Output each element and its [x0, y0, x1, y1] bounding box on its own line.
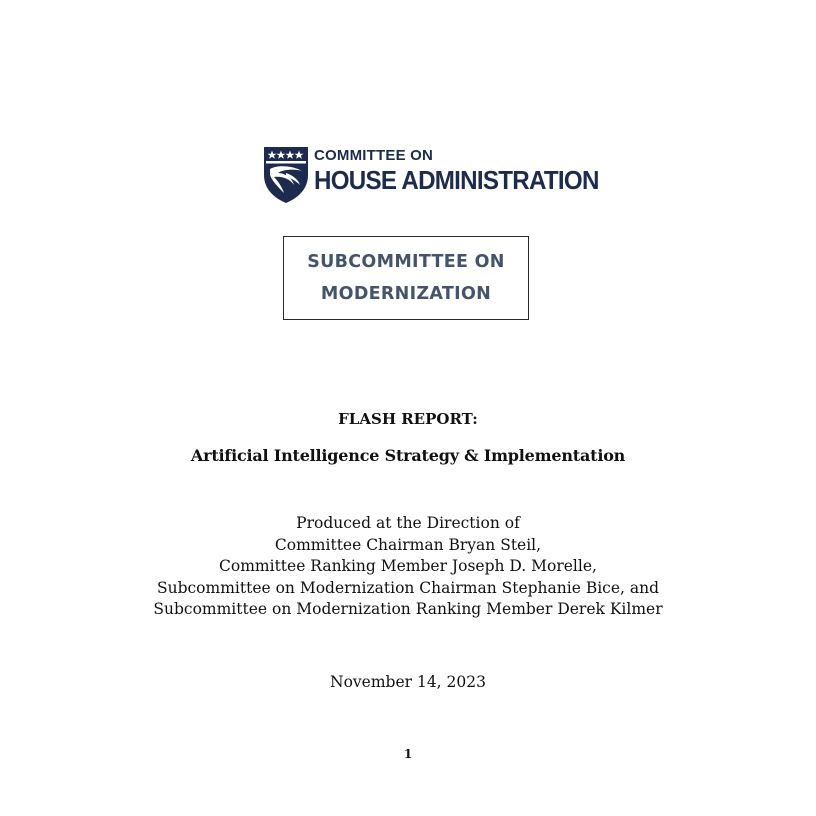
direction-line: Subcommittee on Modernization Chairman Stephanie Bice, and	[156, 578, 660, 597]
subcommittee-title-box	[283, 236, 529, 320]
direction-line: Committee Ranking Member Joseph D. Morelle,	[219, 557, 597, 576]
shield-emblem-icon	[262, 145, 310, 205]
logo-line-committee-on: COMMITTEE ON	[314, 147, 434, 164]
subcommittee-line2: MODERNIZATION	[320, 284, 492, 304]
direction-line: Committee Chairman Bryan Steil,	[274, 535, 542, 554]
committee-logo	[262, 145, 599, 205]
subcommittee-line1: SUBCOMMITTEE ON	[307, 252, 505, 272]
page-number: 1	[403, 747, 413, 761]
logo-line-house-administration: HOUSE ADMINISTRATION	[314, 165, 599, 195]
direction-line: Produced at the Direction of	[296, 514, 520, 532]
report-label: FLASH REPORT:	[338, 410, 478, 428]
direction-block	[0, 513, 816, 621]
report-title: Artificial Intelligence Strategy & Implementation	[190, 446, 626, 465]
direction-line: Subcommittee on Modernization Ranking Member Derek Kilmer	[153, 600, 663, 619]
report-date: November 14, 2023	[330, 673, 486, 691]
